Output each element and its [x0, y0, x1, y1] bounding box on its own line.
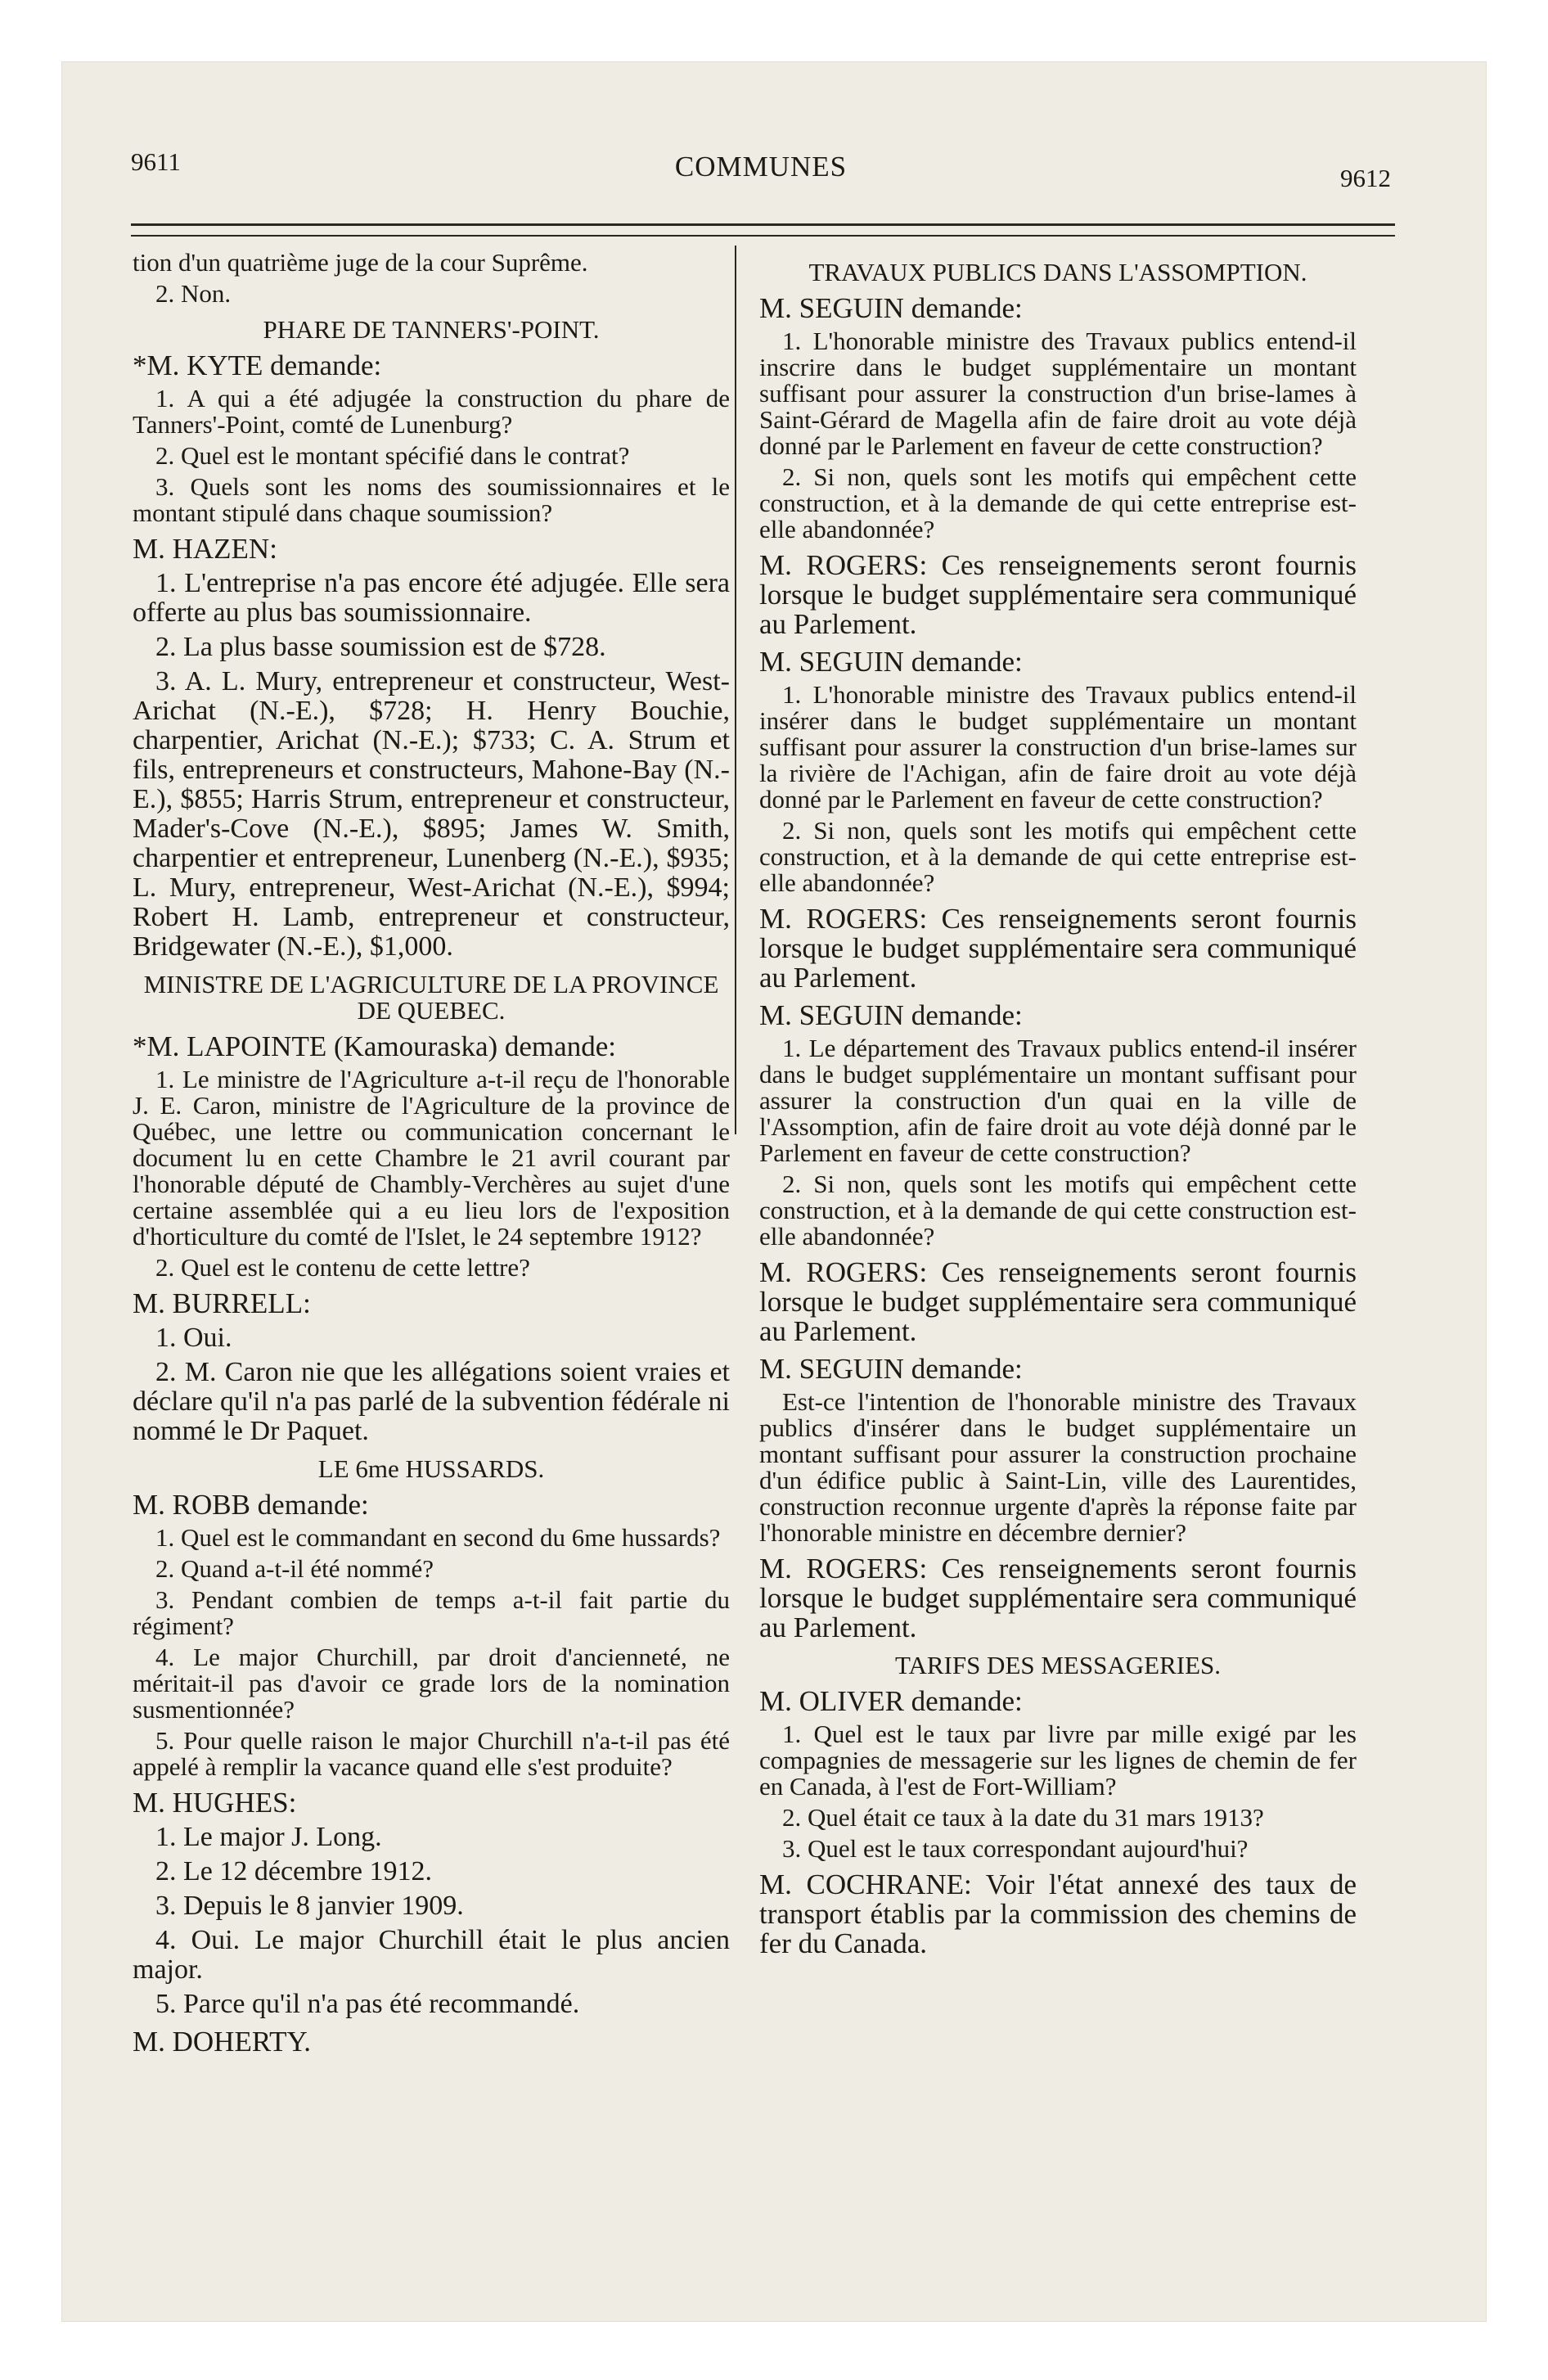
- section-heading: LE 6me HUSSARDS.: [317, 1454, 545, 1483]
- section-heading: MINISTRE DE L'AGRICULTURE DE LA PROVINCE DE QUEBEC.: [143, 970, 719, 1025]
- speaker-line: M. SEGUIN demande:: [759, 1353, 1023, 1385]
- speaker-line: M. ROBB demande:: [133, 1489, 369, 1521]
- right-page-number: 9612: [1340, 164, 1391, 192]
- paragraph: 1. L'entreprise n'a pas encore été adjugée. Elle sera offerte au plus bas soumissionnaire.: [133, 568, 730, 628]
- speaker-line: M. SEGUIN demande:: [759, 646, 1023, 678]
- header-rule-bottom: [131, 235, 1395, 237]
- paragraph: 1. Oui.: [155, 1323, 232, 1353]
- paragraph: 3. Quel est le taux correspondant aujourd'hui?: [782, 1834, 1249, 1863]
- section-heading: TRAVAUX PUBLICS DANS L'ASSOMPTION.: [808, 258, 1307, 286]
- paragraph: 1. Le département des Travaux publics entend-il insérer dans le budget supplémentaire un montant suffisant pour assurer la construction d'un quai en la ville de l'Assomption, afin de faire droit au vote déjà donné par le Parlement en faveur de cette construction?: [759, 1034, 1357, 1167]
- speaker-line: M. ROGERS: Ces renseignements seront fournis lorsque le budget supplémentaire sera communiqué au Parlement.: [759, 549, 1357, 640]
- paragraph: 3. Depuis le 8 janvier 1909.: [155, 1891, 464, 1921]
- left-column: [133, 250, 730, 2062]
- paragraph: 2. Quel était ce taux à la date du 31 mars 1913?: [782, 1803, 1264, 1832]
- paragraph: 1. Quel est le taux par livre par mille exigé par les compagnies de messagerie sur les lignes de chemin de fer en Canada, à l'est de Fort-William?: [759, 1720, 1357, 1801]
- paragraph: 2. Quand a-t-il été nommé?: [155, 1554, 434, 1583]
- paragraph: 1. L'honorable ministre des Travaux publics entend-il inscrire dans le budget supplémentaire un montant suffisant pour assurer la construction d'un brise-lames à Saint-Gérard de Magella afin de faire droit au vote déjà donné par le Parlement en faveur de cette construction?: [759, 327, 1357, 460]
- paragraph: 2. Si non, quels sont les motifs qui empêchent cette construction, et à la demande de qui cette entreprise est-elle abandonnée?: [759, 816, 1357, 897]
- speaker-line: M. BURRELL:: [133, 1287, 311, 1319]
- speaker-line: M. SEGUIN demande:: [759, 999, 1023, 1031]
- speaker-line: M. DOHERTY.: [133, 2026, 311, 2058]
- paragraph: 2. Le 12 décembre 1912.: [155, 1856, 432, 1886]
- left-page-number: 9611: [131, 147, 181, 176]
- paragraph: 4. Oui. Le major Churchill était le plus ancien major.: [133, 1925, 730, 1985]
- right-column: [759, 250, 1357, 1963]
- paragraph: 5. Pour quelle raison le major Churchill n'a-t-il pas été appelé à remplir la vacance quand elle s'est produite?: [133, 1726, 730, 1781]
- speaker-line: M. OLIVER demande:: [759, 1685, 1023, 1717]
- speaker-line: M. HUGHES:: [133, 1787, 297, 1819]
- paragraph: tion d'un quatrième juge de la cour Suprême.: [133, 248, 588, 277]
- paragraph: 4. Le major Churchill, par droit d'ancienneté, ne méritait-il pas d'avoir ce grade lors de la nomination susmentionnée?: [133, 1643, 730, 1724]
- paragraph: 2. Non.: [155, 279, 232, 308]
- paragraph: 1. A qui a été adjugée la construction du phare de Tanners'-Point, comté de Lunenburg?: [133, 384, 730, 439]
- column-divider: [735, 246, 736, 1134]
- header-rule-top: [131, 223, 1395, 226]
- speaker-line: M. ROGERS: Ces renseignements seront fournis lorsque le budget supplémentaire sera communiqué au Parlement.: [759, 1553, 1357, 1643]
- paragraph: 2. La plus basse soumission est de $728.: [155, 632, 606, 662]
- paragraph: 2. Quel est le montant spécifié dans le contrat?: [155, 441, 630, 470]
- paragraph: 1. Le ministre de l'Agriculture a-t-il reçu de l'honorable J. E. Caron, ministre de l'Agriculture de la province de Québec, une lettre ou communication concernant le document lu en cette Chambre le 21 avril courant par l'honorable député de Chambly-Verchères au sujet d'une certaine assemblée qui a eu lieu lors de l'exposition d'horticulture du comté de l'Islet, le 24 septembre 1912?: [133, 1065, 730, 1251]
- speaker-line: M. ROGERS: Ces renseignements seront fournis lorsque le budget supplémentaire sera communiqué au Parlement.: [759, 1256, 1357, 1347]
- speaker-line: M. COCHRANE: Voir l'état annexé des taux de transport établis par la commission des chemins de fer du Canada.: [759, 1868, 1357, 1959]
- speaker-line: *M. LAPOINTE (Kamouraska) demande:: [133, 1030, 616, 1062]
- paragraph: 3. A. L. Mury, entrepreneur et constructeur, West-Arichat (N.-E.), $728; H. Henry Bouchie, charpentier, Arichat (N.-E.); $733; C. A. Strum et fils, entrepreneurs et constructeurs, Mahone-Bay (N.-E.), $855; Harris Strum, entrepreneur et constructeur, Mader's-Cove (N.-E.), $895; James W. Smith, charpentier et entrepreneur, Lunenberg (N.-E.), $935; L. Mury, entrepreneur, West-Arichat (N.-E.), $994; Robert H. Lamb, entrepreneur et constructeur, Bridgewater (N.-E.), $1,000.: [133, 666, 730, 962]
- speaker-line: M. SEGUIN demande:: [759, 292, 1023, 324]
- paragraph: 1. Quel est le commandant en second du 6me hussards?: [155, 1523, 721, 1552]
- paragraph: 2. M. Caron nie que les allégations soient vraies et déclare qu'il n'a pas parlé de la subvention fédérale ni nommé le Dr Paquet.: [133, 1357, 730, 1446]
- paragraph: 2. Si non, quels sont les motifs qui empêchent cette construction, et à la demande de qui cette entreprise est-elle abandonnée?: [759, 462, 1357, 543]
- paragraph: 1. L'honorable ministre des Travaux publics entend-il insérer dans le budget supplémentaire un montant suffisant pour assurer la construction d'un brise-lames sur la rivière de l'Achigan, afin de faire droit au vote déjà donné par le Parlement en faveur de cette construction?: [759, 680, 1357, 814]
- section-heading: TARIFS DES MESSAGERIES.: [894, 1651, 1221, 1679]
- page-header: [131, 147, 1391, 196]
- paragraph: Est-ce l'intention de l'honorable ministre des Travaux publics d'insérer dans le budget supplémentaire un montant suffisant pour assurer la construction prochaine d'un édifice public à Saint-Lin, ville des Laurentides, construction reconnue urgente d'après la réponse faite par l'honorable ministre en décembre dernier?: [759, 1387, 1357, 1547]
- paragraph: 3. Quels sont les noms des soumissionnaires et le montant stipulé dans chaque soumission?: [133, 472, 730, 527]
- paragraph: 1. Le major J. Long.: [155, 1822, 382, 1852]
- speaker-line: M. HAZEN:: [133, 533, 277, 565]
- speaker-line: M. ROGERS: Ces renseignements seront fournis lorsque le budget supplémentaire sera communiqué au Parlement.: [759, 903, 1357, 994]
- running-title: COMMUNES: [674, 151, 848, 183]
- paragraph: 2. Quel est le contenu de cette lettre?: [155, 1253, 530, 1282]
- paragraph: 5. Parce qu'il n'a pas été recommandé.: [155, 1989, 580, 2019]
- speaker-line: *M. KYTE demande:: [133, 349, 382, 381]
- section-heading: PHARE DE TANNERS'-POINT.: [263, 315, 600, 344]
- paragraph: 2. Si non, quels sont les motifs qui empêchent cette construction, et à la demande de qui cette construction est-elle abandonnée?: [759, 1170, 1357, 1251]
- paragraph: 3. Pendant combien de temps a-t-il fait partie du régiment?: [133, 1585, 730, 1640]
